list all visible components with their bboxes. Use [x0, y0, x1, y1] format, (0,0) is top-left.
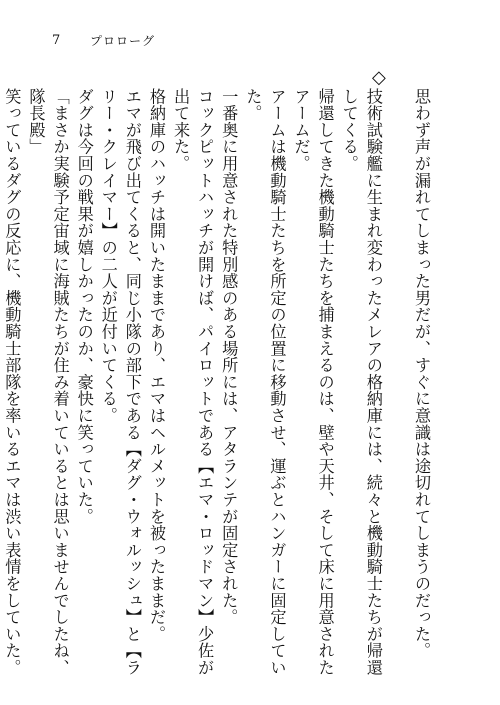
chapter-title: プロローグ	[90, 34, 156, 48]
paragraph-blank	[385, 88, 409, 688]
paragraph: コックピットハッチが開けば、パイロットである【エマ・ロッドマン】少佐が出て来た。	[171, 88, 215, 676]
body-text	[2, 88, 433, 688]
paragraph: 一番奥に用意された特別感のある場所には、アタランテが固定された。	[219, 88, 239, 626]
paragraph: 技術試験艦に生まれ変わったメレアの格納庫には、続々と機動騎士たちが帰還してくる。	[339, 88, 383, 676]
paragraph: アームは機動騎士たちを所定の位置に移動させ、運ぶとハンガーに固定していた。	[243, 88, 287, 676]
paragraph: エマが飛び出てくると、同じ小隊の部下である【ダグ・ウォルッシュ】と【ラリー・クレイマー】の二人が近付いてくる。	[98, 88, 142, 676]
paragraph: 「まさか実験予定宙域に海賊たちが住み着いているとは思いませんでしたね、隊長殿」	[26, 88, 70, 676]
paragraph: 思わず声が漏れてしまった男だが、すぐに意識は途切れてしまうのだった。	[412, 88, 431, 660]
section-break-mark: ◇	[372, 67, 386, 88]
paragraph: 笑っているダグの反応に、機動騎士部隊を率いるエマは渋い表情をしていた。	[2, 88, 22, 676]
paragraph: 帰還してきた機動騎士たちを捕まえるのは、壁や天井、そして床に用意されたアームだ。	[291, 88, 335, 676]
paragraph: 格納庫のハッチは開いたままであり、エマはヘルメットを被ったままだ。	[146, 88, 166, 643]
page-number: 7	[52, 33, 61, 48]
paragraph: ダグは今回の戦果が嬉しかったのか、豪快に笑っていた。	[74, 88, 94, 525]
